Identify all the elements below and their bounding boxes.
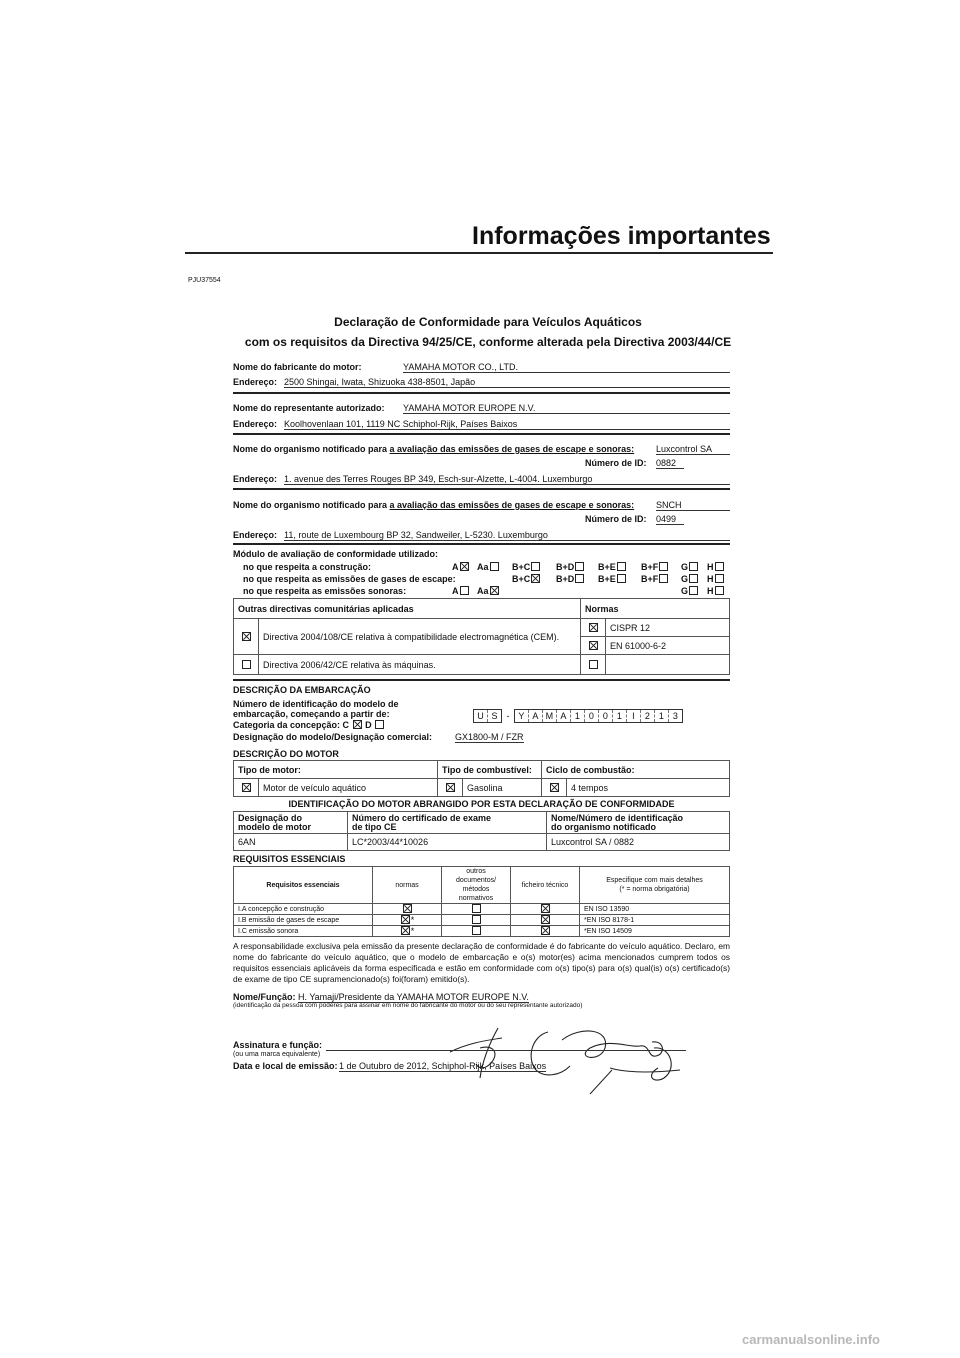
mod-option-bc: B+C — [512, 574, 541, 584]
assinatura-label: Assinatura e função: — [233, 1040, 323, 1050]
data-label: Data e local de emissão: — [233, 1061, 338, 1071]
req-ficheiro-check — [511, 915, 580, 926]
ident-h3: Nome/Número de identificação do organismo notificado — [547, 812, 730, 834]
checkbox[interactable] — [659, 562, 668, 571]
checkbox[interactable] — [490, 562, 499, 571]
checkbox-checked[interactable] — [242, 632, 251, 641]
fabricante-label: Nome do fabricante do motor: — [233, 362, 362, 372]
org2-id: 0499 — [656, 514, 684, 525]
modulo-row-construcao: no que respeita a construção: — [243, 562, 372, 572]
checkbox-checked[interactable] — [460, 562, 469, 571]
norm-empty-check — [581, 655, 606, 675]
ident-h1: Designação do modelo de motor — [234, 812, 348, 834]
normas-header: Normas — [581, 599, 730, 619]
checkbox[interactable] — [472, 915, 481, 924]
ident-h2: Número do certificado de exame de tipo CE — [348, 812, 547, 834]
tipo-motor-value: Motor de veículo aquático — [259, 779, 438, 797]
assinatura-note: (ou uma marca equivalente) — [233, 1051, 321, 1058]
ident-v1: 6AN — [234, 834, 348, 851]
req-row-norm: EN ISO 13590 — [580, 904, 730, 915]
modulo-label: Módulo de avaliação de conformidade utilizado: — [233, 549, 439, 559]
modulo-row-gases: no que respeita as emissões de gases de escape: — [243, 574, 456, 584]
vin-field — [473, 706, 683, 724]
mod-option-bd: B+D — [556, 574, 585, 584]
req-row-label: I.A concepção e construção — [234, 904, 373, 915]
endereco-label: Endereço: — [233, 530, 278, 540]
norm-en: EN 61000-6-2 — [606, 637, 730, 655]
req-row-label: I.B emissão de gases de escape — [234, 915, 373, 926]
req-h4: ficheiro técnico — [511, 867, 580, 904]
vin-dash: - — [506, 711, 510, 721]
representante-label: Nome do representante autorizado: — [233, 403, 385, 413]
mod-option-be: B+E — [598, 574, 627, 584]
mod-option-g: G — [681, 574, 699, 584]
data-value: 1 de Outubro de 2012, Schiphol-Rijk, Países Baixos — [339, 1061, 547, 1071]
checkbox[interactable] — [375, 720, 384, 729]
directiva-cem-check — [234, 619, 259, 655]
mod-option-bf: B+F — [641, 574, 669, 584]
checkbox-checked[interactable] — [353, 720, 362, 729]
id-label: Número de ID: — [585, 514, 647, 524]
statement: A responsabilidade exclusiva pela emissão da presente declaração de conformidade é do fabricante do veículo aquático. Declaro, em nome do fabricante do veículo aquático, que o modelo de embarcação e o(s) motor(es) acima mencionados cumprem todos os requisitos essenciais aplicáveis da forma especificada e estão em conformidade com o(s) tipo(s) para o(s) qual(is) o(s) certificado(s) de exame de tipo CE supramencionado(s) foi(foram) emitido(s). — [233, 941, 730, 984]
endereco-2-value: Koolhovenlaan 101, 1119 NC Schiphol-Rijk, Países Baixos — [284, 419, 730, 430]
directivas-header: Outras directivas comunitárias aplicadas — [234, 599, 581, 619]
org1-id: 0882 — [656, 458, 684, 469]
fabricante-value: YAMAHA MOTOR CO., LTD. — [403, 362, 730, 373]
norm-cispr: CISPR 12 — [606, 619, 730, 637]
endereco-label: Endereço: — [233, 419, 278, 429]
req-h3: outros documentos/ métodos normativos — [442, 867, 511, 904]
nome-funcao-note: (identificação da pessoa com poderes para assinar em nome do fabricante do motor ou do seu representante autorizado) — [233, 1002, 583, 1009]
mod-option-g: G — [681, 586, 699, 596]
checkbox[interactable] — [715, 574, 724, 583]
checkbox[interactable] — [575, 562, 584, 571]
rule — [233, 392, 730, 394]
req-h2: normas — [373, 867, 442, 904]
checkbox-checked[interactable] — [401, 915, 410, 924]
title-rule — [185, 252, 773, 254]
endereco-1-value: 2500 Shingai, Iwata, Shizuoka 438-8501, Japão — [284, 377, 730, 388]
req-normas-check — [373, 904, 442, 915]
ident-table — [233, 811, 730, 851]
embarcacao-header: DESCRIÇÃO DA EMBARCAÇÃO — [233, 685, 371, 695]
req-header: REQUISITOS ESSENCIAIS — [233, 854, 346, 864]
id-label: Número de ID: — [585, 458, 647, 468]
checkbox[interactable] — [531, 562, 540, 571]
mod-option-aa: Aa — [477, 562, 500, 572]
checkbox[interactable] — [575, 574, 584, 583]
checkbox-checked[interactable] — [403, 904, 412, 913]
endereco-label: Endereço: — [233, 474, 278, 484]
representante-value: YAMAHA MOTOR EUROPE N.V. — [403, 403, 730, 414]
checkbox-checked[interactable] — [490, 586, 499, 595]
norm-cispr-check — [581, 619, 606, 637]
designacao-label: Designação do modelo/Designação comercial: — [233, 732, 433, 742]
ciclo-check — [542, 779, 567, 797]
mod-option-a: A — [452, 586, 470, 596]
org2-value: SNCH — [656, 500, 730, 511]
org1-value: Luxcontrol SA — [656, 444, 730, 455]
req-row-label: I.C emissão sonora — [234, 926, 373, 937]
mod-option-h: H — [707, 586, 725, 596]
checkbox[interactable] — [242, 660, 251, 669]
checkbox[interactable] — [589, 660, 598, 669]
doc-title-1: Declaração de Conformidade para Veículos Aquáticos — [334, 315, 642, 329]
req-outros-check — [442, 904, 511, 915]
watermark: carmanualsonline.info — [742, 1332, 880, 1347]
combustivel-check — [438, 779, 463, 797]
checkbox[interactable] — [617, 574, 626, 583]
ident-v2: LC*2003/44*10026 — [348, 834, 547, 851]
req-h5: Especifique com mais detalhes (* = norma obrigatória) — [580, 867, 730, 904]
checkbox[interactable] — [715, 586, 724, 595]
directiva-cem: Directiva 2004/108/CE relativa à compatibilidade electromagnética (CEM). — [259, 619, 581, 655]
mod-option-a: A — [452, 562, 470, 572]
page-title: Informações importantes — [472, 222, 771, 250]
checkbox[interactable] — [689, 574, 698, 583]
vin-prefix: U S — [473, 709, 502, 723]
motor-table — [233, 760, 730, 797]
req-normas-check: * — [373, 915, 442, 926]
combustivel-header: Tipo de combustível: — [438, 761, 542, 779]
checkbox-checked[interactable] — [242, 783, 251, 792]
req-outros-check — [442, 926, 511, 937]
checkbox-checked[interactable] — [446, 783, 455, 792]
checkbox[interactable] — [659, 574, 668, 583]
req-table — [233, 866, 730, 937]
mod-option-bd: B+D — [556, 562, 585, 572]
ciclo-value: 4 tempos — [567, 779, 730, 797]
ident-header: IDENTIFICAÇÃO DO MOTOR ABRANGIDO POR ESTA DECLARAÇÃO DE CONFORMIDADE — [288, 799, 675, 809]
req-ficheiro-check — [511, 926, 580, 937]
ident-v3: Luxcontrol SA / 0882 — [547, 834, 730, 851]
categoria: Categoria da concepção: C D — [233, 720, 385, 730]
signature-icon — [440, 1018, 700, 1096]
nome-funcao-label: Nome/Função: — [233, 992, 296, 1002]
mod-option-g: G — [681, 562, 699, 572]
req-normas-check: * — [373, 926, 442, 937]
rule — [233, 433, 730, 435]
signature-line — [326, 1050, 686, 1051]
checkbox[interactable] — [689, 586, 698, 595]
req-ficheiro-check — [511, 904, 580, 915]
modulo-row-sonoras: no que respeita as emissões sonoras: — [243, 586, 407, 596]
checkbox-checked[interactable] — [541, 915, 550, 924]
checkbox-checked[interactable] — [531, 574, 540, 583]
req-row-norm: *EN ISO 8178-1 — [580, 915, 730, 926]
mod-option-bc: B+C — [512, 562, 541, 572]
rule — [233, 488, 730, 490]
doc-title-2: com os requisitos da Directiva 94/25/CE, conforme alterada pela Directiva 2003/44/CE — [244, 335, 732, 349]
checkbox-checked[interactable] — [589, 623, 598, 632]
checkbox-checked[interactable] — [589, 641, 598, 650]
checkbox-checked[interactable] — [401, 926, 410, 935]
req-row-norm: *EN ISO 14509 — [580, 926, 730, 937]
checkbox[interactable] — [460, 586, 469, 595]
checkbox[interactable] — [617, 562, 626, 571]
rule — [233, 543, 730, 545]
mod-option-aa: Aa — [477, 586, 500, 596]
endereco-4-value: 11, route de Luxembourg BP 32, Sandweiler, L-5230. Luxemburgo — [284, 530, 730, 541]
designacao-value: GX1800-M / FZR — [455, 732, 524, 742]
vin-code: Y A M A 1 0 0 1 I 2 1 3 — [514, 709, 683, 723]
directiva-maquinas: Directiva 2006/42/CE relativa às máquinas. — [259, 655, 581, 675]
directivas-table — [233, 598, 730, 675]
mod-option-be: B+E — [598, 562, 627, 572]
combustivel-value: Gasolina — [463, 779, 542, 797]
numero-label: Número de identificação do modelo de embarcação, começando a partir de: — [233, 699, 399, 719]
nome-funcao-value: H. Yamaji/Presidente da YAMAHA MOTOR EUROPE N.V. — [298, 992, 529, 1002]
ciclo-header: Ciclo de combustão: — [542, 761, 730, 779]
checkbox-checked[interactable] — [541, 904, 550, 913]
checkbox-checked[interactable] — [541, 926, 550, 935]
motor-header: DESCRIÇÃO DO MOTOR — [233, 749, 339, 759]
motor-check — [234, 779, 259, 797]
checkbox[interactable] — [472, 904, 481, 913]
req-outros-check — [442, 915, 511, 926]
checkbox[interactable] — [472, 926, 481, 935]
endereco-label: Endereço: — [233, 377, 278, 387]
rule — [233, 679, 730, 681]
tipo-motor-header: Tipo de motor: — [234, 761, 438, 779]
checkbox[interactable] — [689, 562, 698, 571]
endereco-3-value: 1. avenue des Terres Rouges BP 349, Esch-sur-Alzette, L-4004. Luxemburgo — [284, 474, 730, 485]
req-h1: Requisitos essenciais — [234, 867, 373, 904]
mod-option-h: H — [707, 562, 725, 572]
org1-label: Nome do organismo notificado para a avaliação das emissões de gases de escape e sonoras: — [233, 444, 635, 454]
checkbox-checked[interactable] — [550, 783, 559, 792]
mod-option-bf: B+F — [641, 562, 669, 572]
doc-code: PJU37554 — [188, 277, 221, 284]
norm-en-check — [581, 637, 606, 655]
norm-empty — [606, 655, 730, 675]
checkbox[interactable] — [715, 562, 724, 571]
mod-option-h: H — [707, 574, 725, 584]
org2-label: Nome do organismo notificado para a avaliação das emissões de gases de escape e sonoras: — [233, 500, 635, 510]
directiva-maquinas-check — [234, 655, 259, 675]
